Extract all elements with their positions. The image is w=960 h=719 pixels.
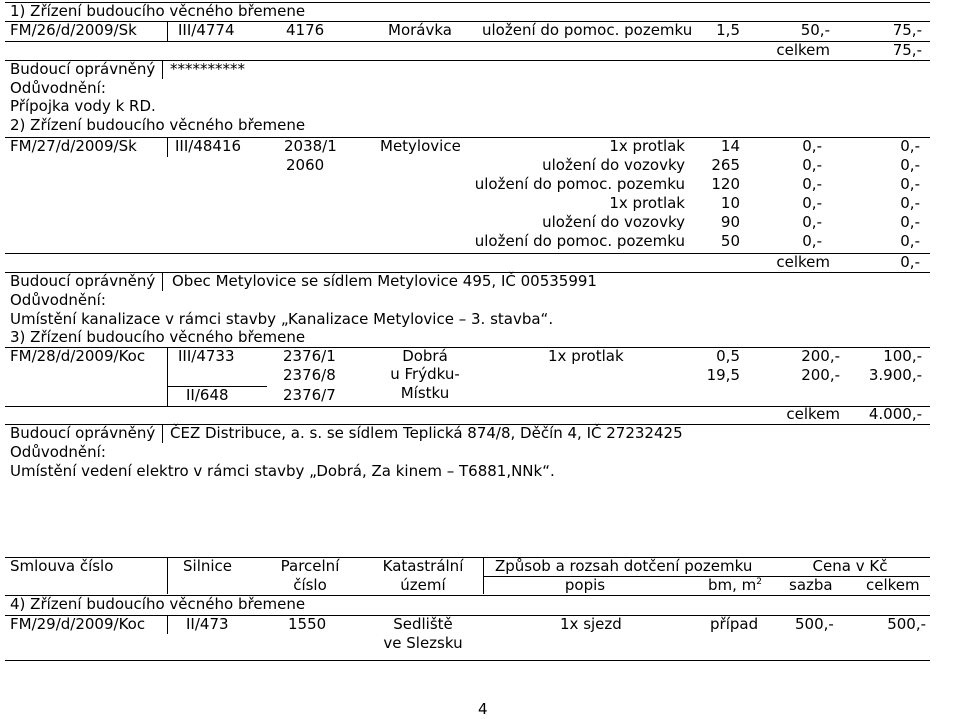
rule [5,660,930,661]
column-divider [167,615,168,634]
celkem-label: celkem [776,41,830,59]
justification-label: Odůvodnění: [10,291,106,309]
beneficiary: ČEZ Distribuce, a. s. se sídlem Teplická 874/8, Děčín 4, IČ 27232425 [170,424,683,442]
column-divider [167,347,168,407]
method: uložení do pomoc. pozemku [482,21,693,39]
quantity: 120 [711,175,740,193]
header-parcel: číslo [293,576,327,594]
method: uložení do pomoc. pozemku [474,232,685,250]
rule [483,576,930,577]
total: 100,- [883,347,922,365]
total: 0,- [900,232,920,250]
header-parcel: Parcelní [280,557,340,575]
celkem-value: 75,- [892,41,922,59]
rule [167,386,267,387]
header-area: území [400,576,446,594]
method: uložení do vozovky [542,213,685,231]
total: 3.900,- [868,366,922,384]
cadastral-area: Metylovice [380,137,461,155]
column-divider [167,137,168,157]
parcel-number: 2060 [286,156,325,174]
header-area: Katastrální [382,557,464,575]
contract-number: FM/27/d/2009/Sk [10,137,137,155]
total: 0,- [900,137,920,155]
section-heading: 3) Zřízení budoucího věcného břemene [10,328,306,346]
cadastral-area: u Frýdku- [390,365,460,383]
rule [5,21,930,22]
rule [5,137,930,138]
beneficiary-label: Budoucí oprávněný [10,60,156,78]
header-sazba: sazba [789,576,833,594]
quantity: 10 [720,194,740,212]
cadastral-area: Místku [400,384,450,402]
method: 1x sjezd [560,615,622,633]
parcel-number: 2376/8 [283,366,336,384]
road-number: III/4774 [178,21,235,39]
beneficiary: ********** [170,60,245,78]
total: 0,- [900,213,920,231]
quantity: 1,5 [716,21,740,39]
road-number: III/48416 [175,137,242,155]
beneficiary-label: Budoucí oprávněný [10,272,156,290]
rate: 0,- [802,137,822,155]
contract-number: FM/26/d/2009/Sk [10,21,137,39]
total: 500,- [887,615,926,633]
method: 1x protlak [609,194,685,212]
beneficiary-label: Budoucí oprávněný [10,424,156,442]
method: 1x protlak [548,347,624,365]
contract-number: FM/28/d/2009/Koc [10,347,146,365]
celkem-label: celkem [786,405,840,423]
parcel-number: 4176 [286,21,325,39]
page-number: 4 [478,700,488,718]
header-popis: popis [564,576,606,594]
method: 1x protlak [609,137,685,155]
quantity: 0,5 [716,347,740,365]
column-divider [162,424,163,443]
header-bm-base: bm, m [708,576,757,594]
method: uložení do vozovky [542,156,685,174]
celkem-value: 0,- [900,253,920,271]
rate: 0,- [802,156,822,174]
header-bm [708,578,762,593]
total: 75,- [892,21,922,39]
header-price-group: Cena v Kč [812,557,888,575]
parcel-number: 2376/7 [283,386,336,404]
column-divider [162,60,163,79]
justification-label: Odůvodnění: [10,443,106,461]
rate: 50,- [800,21,830,39]
road-number: II/473 [186,615,229,633]
cadastral-area: Dobrá [402,347,448,365]
method: uložení do pomoc. pozemku [474,175,685,193]
column-divider [162,272,163,291]
column-divider [167,21,168,41]
total: 0,- [900,194,920,212]
rate: 500,- [795,615,834,633]
rate: 0,- [802,232,822,250]
cadastral-area: Morávka [388,21,452,39]
quantity: 14 [720,137,740,155]
rate: 0,- [802,213,822,231]
cadastral-area: Sedliště [393,615,453,633]
parcel-number: 1550 [288,615,327,633]
total: 0,- [900,156,920,174]
column-divider [167,557,168,594]
justification: Umístění kanalizace v rámci stavby „Kanalizace Metylovice – 3. stavba“. [10,310,554,328]
section-heading: 2) Zřízení budoucího věcného břemene [10,116,306,134]
rate: 200,- [801,347,840,365]
contract-number: FM/29/d/2009/Koc [10,615,146,633]
celkem-value: 4.000,- [868,405,922,423]
road-number: II/648 [186,386,229,404]
header-method-group: Způsob a rozsah dotčení pozemku [495,557,753,575]
total: 0,- [900,175,920,193]
quantity: 265 [711,156,740,174]
header-bm-sup: 2 [756,577,763,587]
rate: 0,- [802,194,822,212]
rate: 0,- [802,175,822,193]
justification: Přípojka vody k RD. [10,97,156,115]
parcel-number: 2038/1 [284,137,337,155]
road-number: III/4733 [178,347,235,365]
justification-label: Odůvodnění: [10,79,106,97]
section-heading: 4) Zřízení budoucího věcného břemene [10,595,306,613]
cadastral-area: ve Slezsku [383,634,463,652]
quantity: 50 [720,232,740,250]
parcel-number: 2376/1 [283,347,336,365]
beneficiary: Obec Metylovice se sídlem Metylovice 495, IČ 00535991 [172,272,597,290]
section-heading: 1) Zřízení budoucího věcného břemene [10,2,306,20]
rule [5,557,930,558]
header-celkem: celkem [866,576,920,594]
quantity: 90 [720,213,740,231]
celkem-label: celkem [776,253,830,271]
unit: případ [710,615,759,633]
header-road: Silnice [183,557,233,575]
rate: 200,- [801,366,840,384]
quantity: 19,5 [706,366,740,384]
justification: Umístění vedení elektro v rámci stavby „Dobrá, Za kinem – T6881,NNk“. [10,462,555,480]
header-contract: Smlouva číslo [10,557,114,575]
